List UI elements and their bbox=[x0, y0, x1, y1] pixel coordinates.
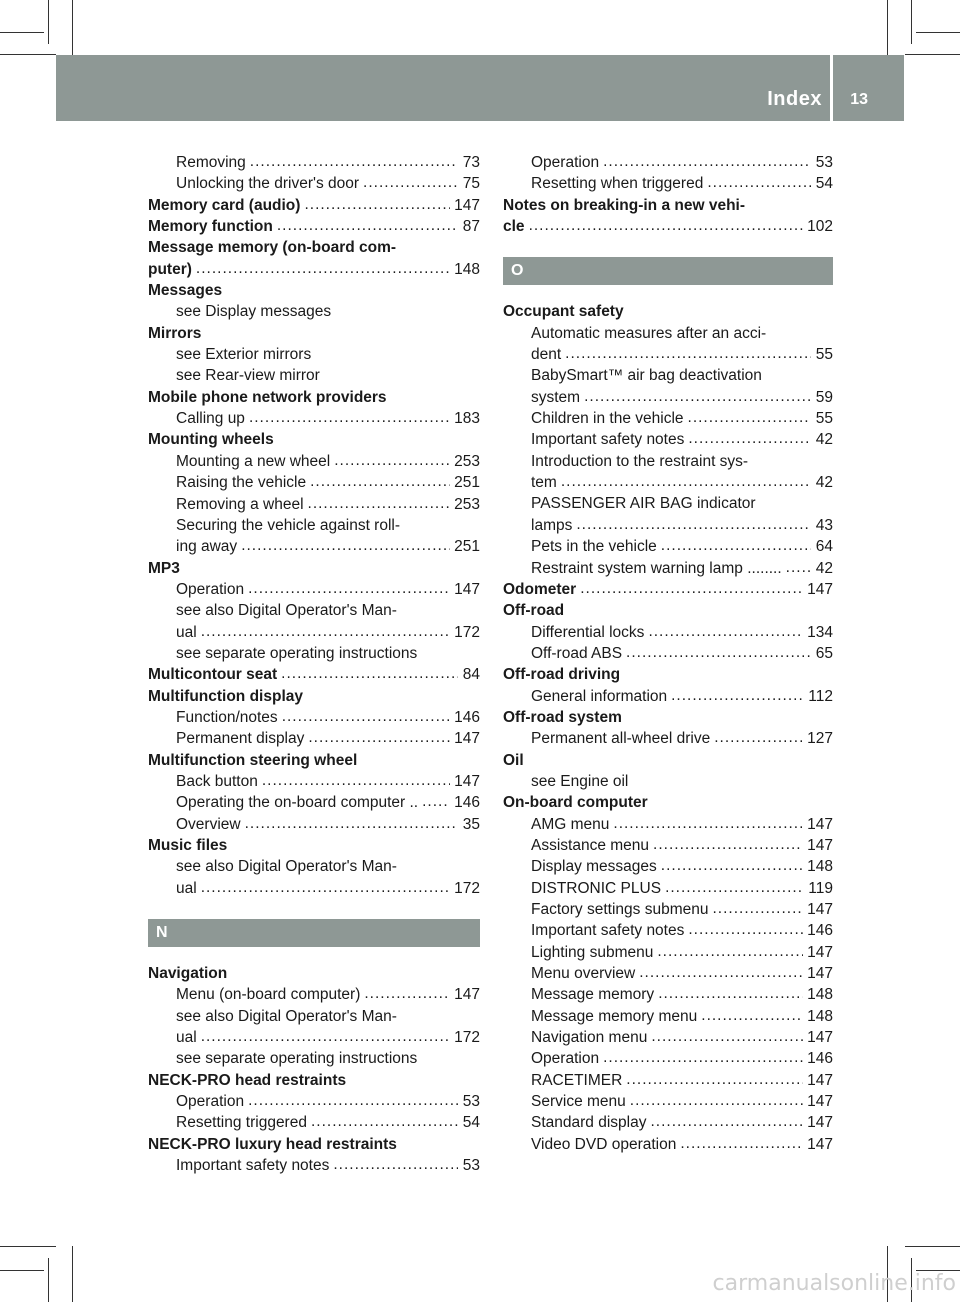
index-heading: Off-road bbox=[503, 602, 565, 620]
index-heading: cle ..... 102 bbox=[503, 216, 833, 237]
index-heading: Messages bbox=[148, 282, 223, 300]
index-entry: see also Digital Operator's Man- bbox=[176, 1007, 397, 1025]
index-column-right bbox=[503, 152, 833, 1155]
crop-mark bbox=[887, 0, 888, 56]
index-heading: Mirrors bbox=[148, 324, 202, 342]
index-heading: MP3 bbox=[148, 559, 180, 577]
index-entry: Resetting triggered ..... 54 bbox=[148, 1112, 480, 1133]
index-entry: see also Digital Operator's Man- bbox=[176, 858, 397, 876]
index-entry: tem ..... 42 bbox=[503, 472, 833, 493]
index-entry: Operation ..... 146 bbox=[503, 1048, 833, 1069]
index-entry: ual ..... 172 bbox=[148, 1027, 480, 1048]
index-entry: Lighting submenu ..... 147 bbox=[503, 942, 833, 963]
index-entry: Important safety notes ..... 42 bbox=[503, 429, 833, 450]
index-entry: Standard display ..... 147 bbox=[503, 1112, 833, 1133]
page-title: Index bbox=[767, 88, 822, 110]
index-entry: Differential locks ..... 134 bbox=[503, 622, 833, 643]
index-entry: Operation ..... 53 bbox=[503, 152, 833, 173]
index-entry: Assistance menu ..... 147 bbox=[503, 835, 833, 856]
index-entry: Restraint system warning lamp ........ ..... 42 bbox=[503, 558, 833, 579]
page-header bbox=[56, 55, 904, 121]
index-entry: ing away ..... 251 bbox=[148, 536, 480, 557]
index-entry: see Display messages bbox=[176, 303, 332, 321]
section-letter-o: O bbox=[503, 257, 833, 285]
section-letter-n: N bbox=[148, 919, 480, 947]
crop-mark bbox=[48, 1258, 49, 1302]
index-column-left bbox=[148, 152, 480, 1176]
index-heading: Occupant safety bbox=[503, 303, 624, 321]
index-entry: Introduction to the restraint sys- bbox=[531, 452, 749, 470]
index-entry: Service menu ..... 147 bbox=[503, 1091, 833, 1112]
index-entry: Factory settings submenu ..... 147 bbox=[503, 899, 833, 920]
index-entry: Display messages ..... 148 bbox=[503, 856, 833, 877]
crop-mark bbox=[905, 54, 960, 55]
index-entry: Unlocking the driver's door ..... 75 bbox=[148, 173, 480, 194]
crop-mark bbox=[48, 0, 49, 44]
index-entry: Important safety notes ..... 53 bbox=[148, 1155, 480, 1176]
index-entry: Permanent display ..... 147 bbox=[148, 728, 480, 749]
index-entry: Function/notes ..... 146 bbox=[148, 707, 480, 728]
index-entry: Removing ..... 73 bbox=[148, 152, 480, 173]
index-entry: Mounting a new wheel ..... 253 bbox=[148, 451, 480, 472]
index-entry: Video DVD operation ..... 147 bbox=[503, 1134, 833, 1155]
crop-mark bbox=[911, 0, 912, 44]
index-heading: Mobile phone network providers bbox=[148, 388, 387, 406]
index-entry: Removing a wheel ..... 253 bbox=[148, 494, 480, 515]
index-entry: see Engine oil bbox=[531, 772, 629, 790]
index-entry: RACETIMER ..... 147 bbox=[503, 1070, 833, 1091]
watermark: carmanualsonline.info bbox=[712, 1271, 956, 1296]
index-entry: Calling up ..... 183 bbox=[148, 408, 480, 429]
index-entry: Operation ..... 53 bbox=[148, 1091, 480, 1112]
index-entry: see separate operating instructions bbox=[176, 1050, 418, 1068]
index-heading: Multifunction display bbox=[148, 687, 303, 705]
crop-mark bbox=[0, 54, 56, 55]
index-entry: ual ..... 172 bbox=[148, 878, 480, 899]
index-entry: ual ..... 172 bbox=[148, 622, 480, 643]
index-heading: Memory function ..... 87 bbox=[148, 216, 480, 237]
index-entry: Message memory ..... 148 bbox=[503, 984, 833, 1005]
index-heading: Off-road driving bbox=[503, 666, 621, 684]
index-entry: BabySmart™ air bag deactivation bbox=[531, 367, 762, 385]
index-entry: Menu (on-board computer) ..... 147 bbox=[148, 984, 480, 1005]
index-heading: Music files bbox=[148, 837, 228, 854]
crop-mark bbox=[0, 1246, 56, 1247]
index-entry: Back button ..... 147 bbox=[148, 771, 480, 792]
index-entry: Navigation menu ..... 147 bbox=[503, 1027, 833, 1048]
crop-mark bbox=[0, 32, 44, 33]
index-entry: Securing the vehicle against roll- bbox=[176, 516, 401, 534]
index-entry: General information ..... 112 bbox=[503, 686, 833, 707]
index-entry: lamps ..... 43 bbox=[503, 515, 833, 536]
index-entry: DISTRONIC PLUS ..... 119 bbox=[503, 878, 833, 899]
index-entry: Permanent all-wheel drive ..... 127 bbox=[503, 728, 833, 749]
index-heading: Odometer ..... 147 bbox=[503, 579, 833, 600]
index-entry: Operation ..... 147 bbox=[148, 579, 480, 600]
index-heading: Multicontour seat ..... 84 bbox=[148, 664, 480, 685]
index-entry: see separate operating instructions bbox=[176, 644, 418, 662]
index-entry: Automatic measures after an acci- bbox=[531, 324, 767, 342]
index-heading: Notes on breaking-in a new vehi- bbox=[503, 196, 746, 214]
index-entry: see Exterior mirrors bbox=[176, 346, 312, 364]
page-number: 13 bbox=[850, 91, 868, 108]
index-entry: dent ..... 55 bbox=[503, 344, 833, 365]
index-entry: Operating the on-board computer .. ..... 146 bbox=[148, 792, 480, 813]
index-entry: AMG menu ..... 147 bbox=[503, 814, 833, 835]
index-entry: Children in the vehicle ..... 55 bbox=[503, 408, 833, 429]
index-entry: PASSENGER AIR BAG indicator bbox=[531, 495, 756, 513]
index-heading: Mounting wheels bbox=[148, 431, 274, 449]
index-entry: see Rear-view mirror bbox=[176, 367, 320, 385]
header-divider bbox=[830, 55, 833, 121]
index-entry: Raising the vehicle ..... 251 bbox=[148, 472, 480, 493]
index-entry: Off-road ABS ..... 65 bbox=[503, 643, 833, 664]
index-entry: Menu overview ..... 147 bbox=[503, 963, 833, 984]
index-entry: Important safety notes ..... 146 bbox=[503, 920, 833, 941]
index-heading: Off-road system bbox=[503, 708, 622, 726]
index-heading: Multifunction steering wheel bbox=[148, 751, 358, 769]
index-heading: NECK-PRO luxury head restraints bbox=[148, 1135, 397, 1153]
index-heading: Oil bbox=[503, 751, 524, 769]
index-entry: Message memory menu ..... 148 bbox=[503, 1006, 833, 1027]
crop-mark bbox=[72, 0, 73, 56]
index-heading: puter) ..... 148 bbox=[148, 259, 480, 280]
index-entry: Overview ..... 35 bbox=[148, 814, 480, 835]
crop-mark bbox=[72, 1246, 73, 1302]
index-heading: Memory card (audio) ..... 147 bbox=[148, 195, 480, 216]
index-entry: Pets in the vehicle ..... 64 bbox=[503, 536, 833, 557]
index-heading: Message memory (on-board com- bbox=[148, 239, 397, 257]
index-entry: Resetting when triggered ..... 54 bbox=[503, 173, 833, 194]
index-heading: Navigation bbox=[148, 965, 228, 983]
crop-mark bbox=[0, 1270, 44, 1271]
index-heading: NECK-PRO head restraints bbox=[148, 1071, 347, 1089]
index-heading: On-board computer bbox=[503, 794, 648, 812]
index-entry: system ..... 59 bbox=[503, 387, 833, 408]
crop-mark bbox=[905, 1246, 960, 1247]
index-entry: see also Digital Operator's Man- bbox=[176, 602, 397, 620]
crop-mark bbox=[916, 32, 960, 33]
